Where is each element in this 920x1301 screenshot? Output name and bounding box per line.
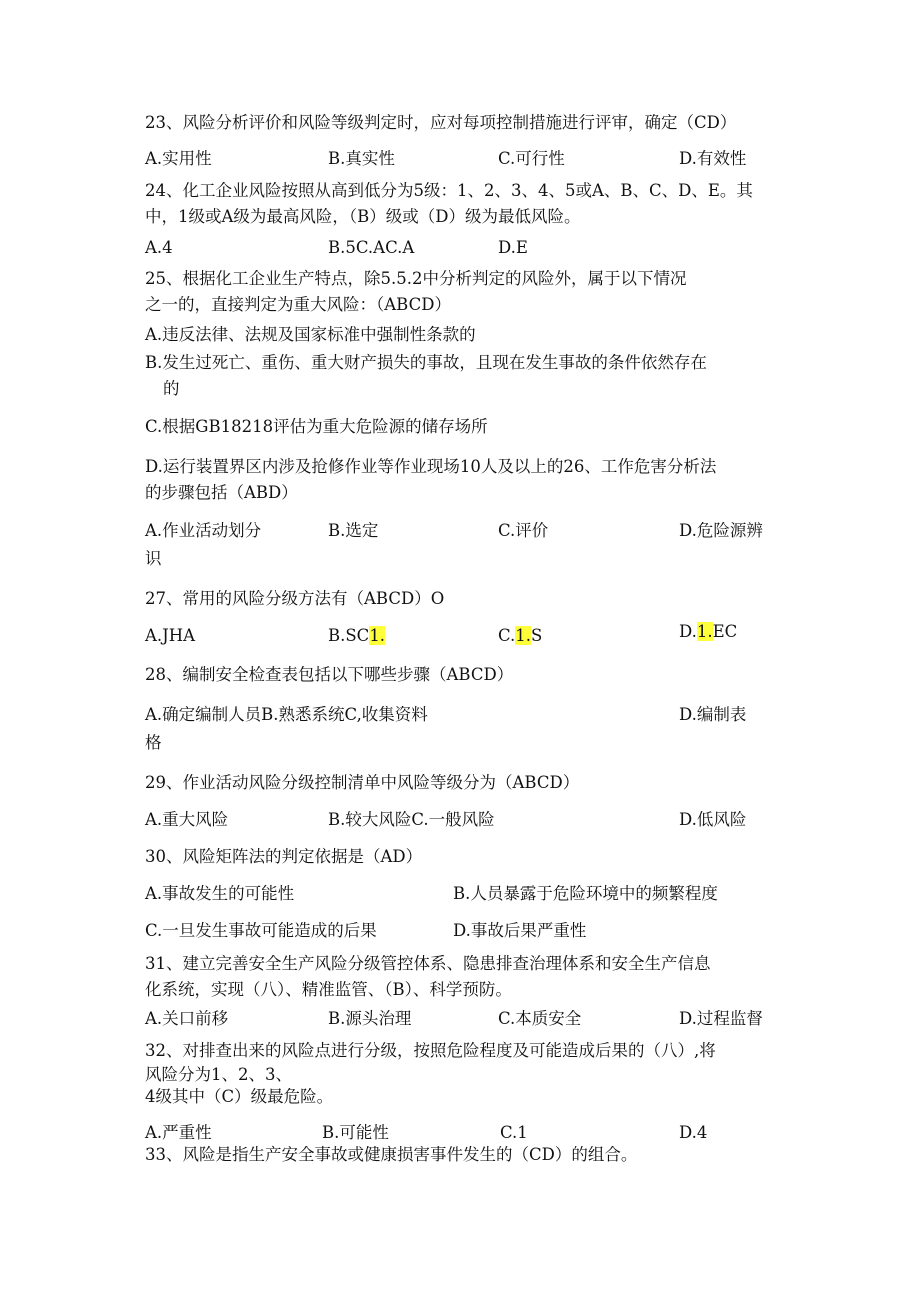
q23-option-d: D.有效性: [679, 149, 747, 168]
q26-option-b: B.选定: [328, 521, 379, 540]
q27-option-c: C.1.S: [498, 626, 543, 645]
q24-option-bc: B.5C.AC.A: [328, 238, 415, 257]
q27-option-b: B.SC1.: [328, 626, 386, 645]
q27-option-a: A.JHA: [145, 626, 196, 645]
q27-option-b-highlight: 1.: [369, 626, 386, 645]
q32-option-a: A.严重性: [145, 1123, 212, 1142]
q27-option-d-highlight: 1.: [696, 622, 713, 641]
q31-option-b: B.源头治理: [328, 1009, 412, 1028]
q28-option-d-wrap: 格: [145, 733, 162, 752]
q23-stem: 23、风险分析评价和风险等级判定时，应对每项控制措施进行评审，确定（CD）: [145, 113, 737, 132]
q25-option-a: A.违反法律、法规及国家标准中强制性条款的: [145, 325, 476, 344]
q32-stem-line3: 4级其中（C）级最危险。: [145, 1087, 334, 1106]
q24-stem-line1: 24、化工企业风险按照从高到低分为5级：1、2、3、4、5或A、B、C、D、E。其: [145, 181, 753, 200]
q23-option-c: C.可行性: [498, 149, 565, 168]
q29-option-d: D.低风险: [679, 810, 747, 829]
q26-option-d: D.危险源辨: [679, 521, 763, 540]
q31-stem-line1: 31、建立完善安全生产风险分级管控体系、隐患排查治理体系和安全生产信息: [145, 954, 711, 973]
q24-option-a: A.4: [145, 238, 173, 257]
q32-stem-line1: 32、对排查出来的风险点进行分级，按照危险程度及可能造成后果的（八）,将: [145, 1041, 716, 1060]
q26-option-d-wrap: 识: [145, 549, 162, 568]
q24-stem-line2: 中，1级或A级为最高风险，（B）级或（D）级为最低风险。: [145, 207, 581, 226]
q24-option-d: D.E: [498, 238, 528, 257]
q30-stem: 30、风险矩阵法的判定依据是（AD）: [145, 847, 423, 866]
q25-option-b-wrap: 的: [163, 379, 180, 398]
q31-option-a: A.关口前移: [145, 1009, 229, 1028]
q32-option-c: C.1: [500, 1123, 528, 1142]
q30-option-c: C.一旦发生事故可能造成的后果: [145, 921, 377, 940]
q28-options-abc: A.确定编制人员B.熟悉系统C,收集资料: [145, 705, 428, 724]
q25-stem-line1: 25、根据化工企业生产特点，除5.5.2中分析判定的风险外，属于以下情况: [145, 269, 687, 288]
q31-option-d: D.过程监督: [679, 1009, 763, 1028]
q32-stem-line2: 风险分为1、2、3、: [145, 1065, 292, 1084]
q27-option-c-highlight: 1.: [515, 626, 532, 645]
q26-option-a: A.作业活动划分: [145, 521, 262, 540]
q27-stem: 27、常用的风险分级方法有（ABCD）O: [145, 589, 445, 608]
q30-option-d: D.事故后果严重性: [453, 921, 587, 940]
q25-option-d: D.运行装置界区内涉及抢修作业等作业现场10人及以上的26、工作危害分析法: [145, 457, 717, 476]
q26-option-c: C.评价: [498, 521, 549, 540]
q23-option-a: A.实用性: [145, 149, 212, 168]
q29-option-bc: B.较大风险C.一般风险: [328, 810, 495, 829]
q25-option-b: B.发生过死亡、重伤、重大财产损失的事故，且现在发生事故的条件依然存在: [145, 353, 707, 372]
q27-option-d: D.1.EC: [679, 622, 738, 641]
q30-option-b: B.人员暴露于危险环境中的频繁程度: [453, 884, 718, 903]
q28-stem: 28、编制安全检查表包括以下哪些步骤（ABCD）: [145, 665, 514, 684]
q31-option-c: C.本质安全: [498, 1009, 582, 1028]
q30-option-a: A.事故发生的可能性: [145, 884, 295, 903]
q33-stem: 33、风险是指生产安全事故或健康损害事件发生的（CD）的组合。: [145, 1145, 638, 1164]
q25-option-c: C.根据GB18218评估为重大危险源的储存场所: [145, 417, 488, 436]
q29-option-a: A.重大风险: [145, 810, 229, 829]
q23-option-b: B.真实性: [328, 149, 395, 168]
q28-option-d: D.编制表: [679, 705, 747, 724]
q29-stem: 29、作业活动风险分级控制清单中风险等级分为（ABCD）: [145, 773, 580, 792]
q25-stem-line2: 之一的，直接判定为重大风险：（ABCD）: [145, 295, 451, 314]
q32-option-d: D.4: [679, 1123, 708, 1142]
q26-stem: 的步骤包括（ABD）: [145, 483, 298, 502]
q32-option-b: B.可能性: [322, 1123, 389, 1142]
q31-stem-line2: 化系统，实现（八）、精准监管、（B）、科学预防。: [145, 980, 512, 999]
